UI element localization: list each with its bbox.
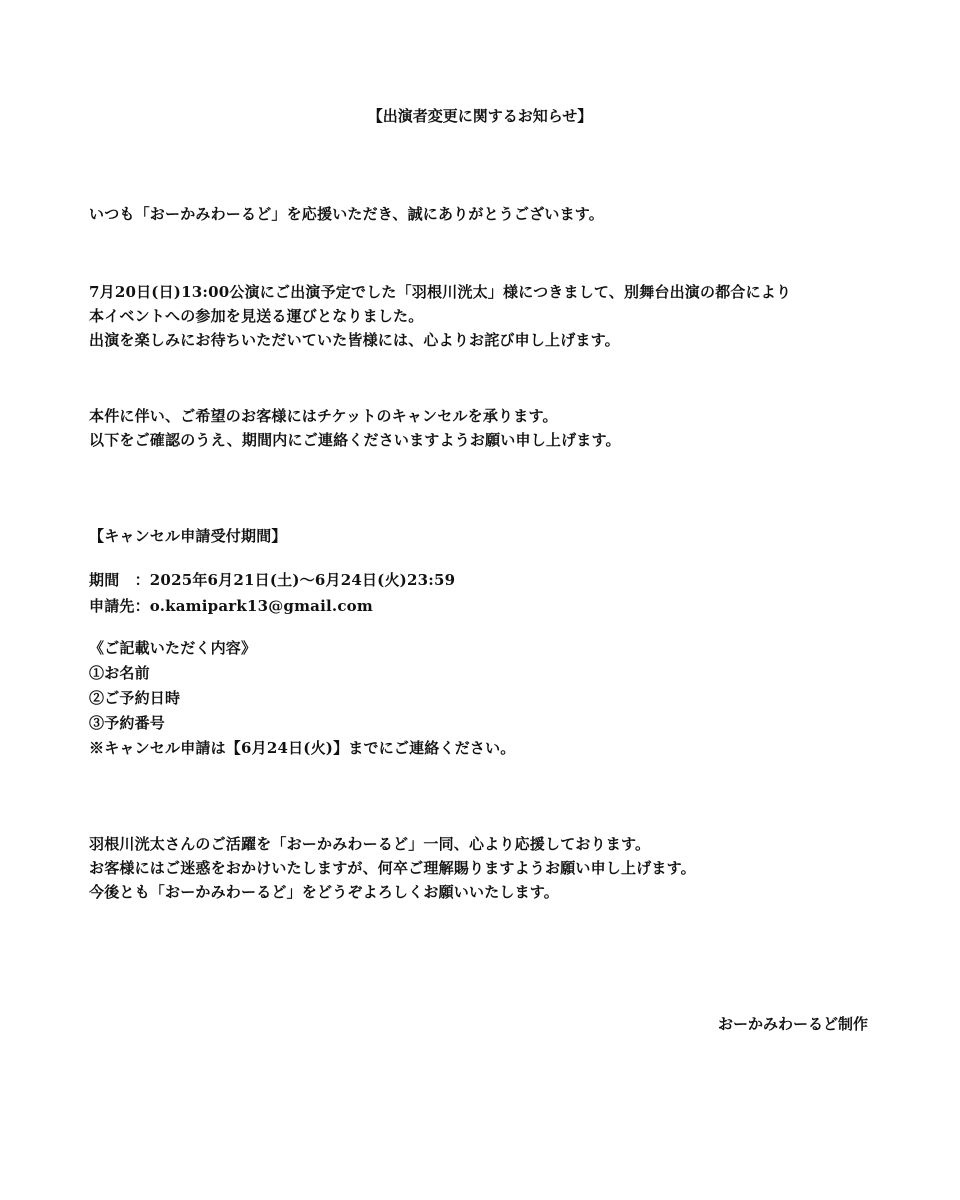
closing-line-1: 羽根川洸太さんのご活躍を「おーかみわーるど」一同、心より応援しております。 — [89, 835, 651, 853]
cancel-notice-line-1: 本件に伴い、ご希望のお客様にはチケットのキャンセルを承ります。 — [89, 407, 558, 425]
greeting-text: いつも「おーかみわーるど」を応援いただき、誠にありがとうございます。 — [89, 205, 605, 223]
cancel-period-dates: 期間 ：2025年6月21日(土)〜6月24日(火)23:59 — [89, 571, 456, 589]
cancel-contact-email: 申請先：o.kamipark13@gmail.com — [89, 597, 373, 615]
announcement-line-1: 7月20日(日)13:00公演にご出演予定でした「羽根川洸太」様につきまして、別舞台出演の都合により — [89, 283, 792, 301]
required-info-item: ②ご予約日時 — [89, 689, 181, 707]
notice-title: 【出演者変更に関するお知らせ】 — [367, 107, 593, 125]
announcement-line-3: 出演を楽しみにお待ちいただいていた皆様には、心よりお詫び申し上げます。 — [89, 331, 620, 349]
closing-line-2: お客様にはご迷惑をおかけいたしますが、何卒ご理解賜りますようお願い申し上げます。 — [89, 859, 696, 877]
required-info-heading: 《ご記載いただく内容》 — [89, 639, 257, 657]
cancel-notice-line-2: 以下をご確認のうえ、期間内にご連絡くださいますようお願い申し上げます。 — [89, 431, 621, 449]
cancel-deadline-note: ※キャンセル申請は【6月24日(火)】までにご連絡ください。 — [89, 739, 516, 757]
closing-line-3: 今後とも「おーかみわーるど」をどうぞよろしくお願いいたします。 — [89, 883, 560, 901]
required-info-item: ①お名前 — [89, 664, 150, 682]
signature: おーかみわーるど制作 — [717, 1015, 868, 1033]
required-info-item: ③予約番号 — [89, 714, 166, 732]
cancel-period-heading: 【キャンセル申請受付期間】 — [89, 527, 287, 545]
announcement-line-2: 本イベントへの参加を見送る運びとなりました。 — [89, 307, 424, 325]
